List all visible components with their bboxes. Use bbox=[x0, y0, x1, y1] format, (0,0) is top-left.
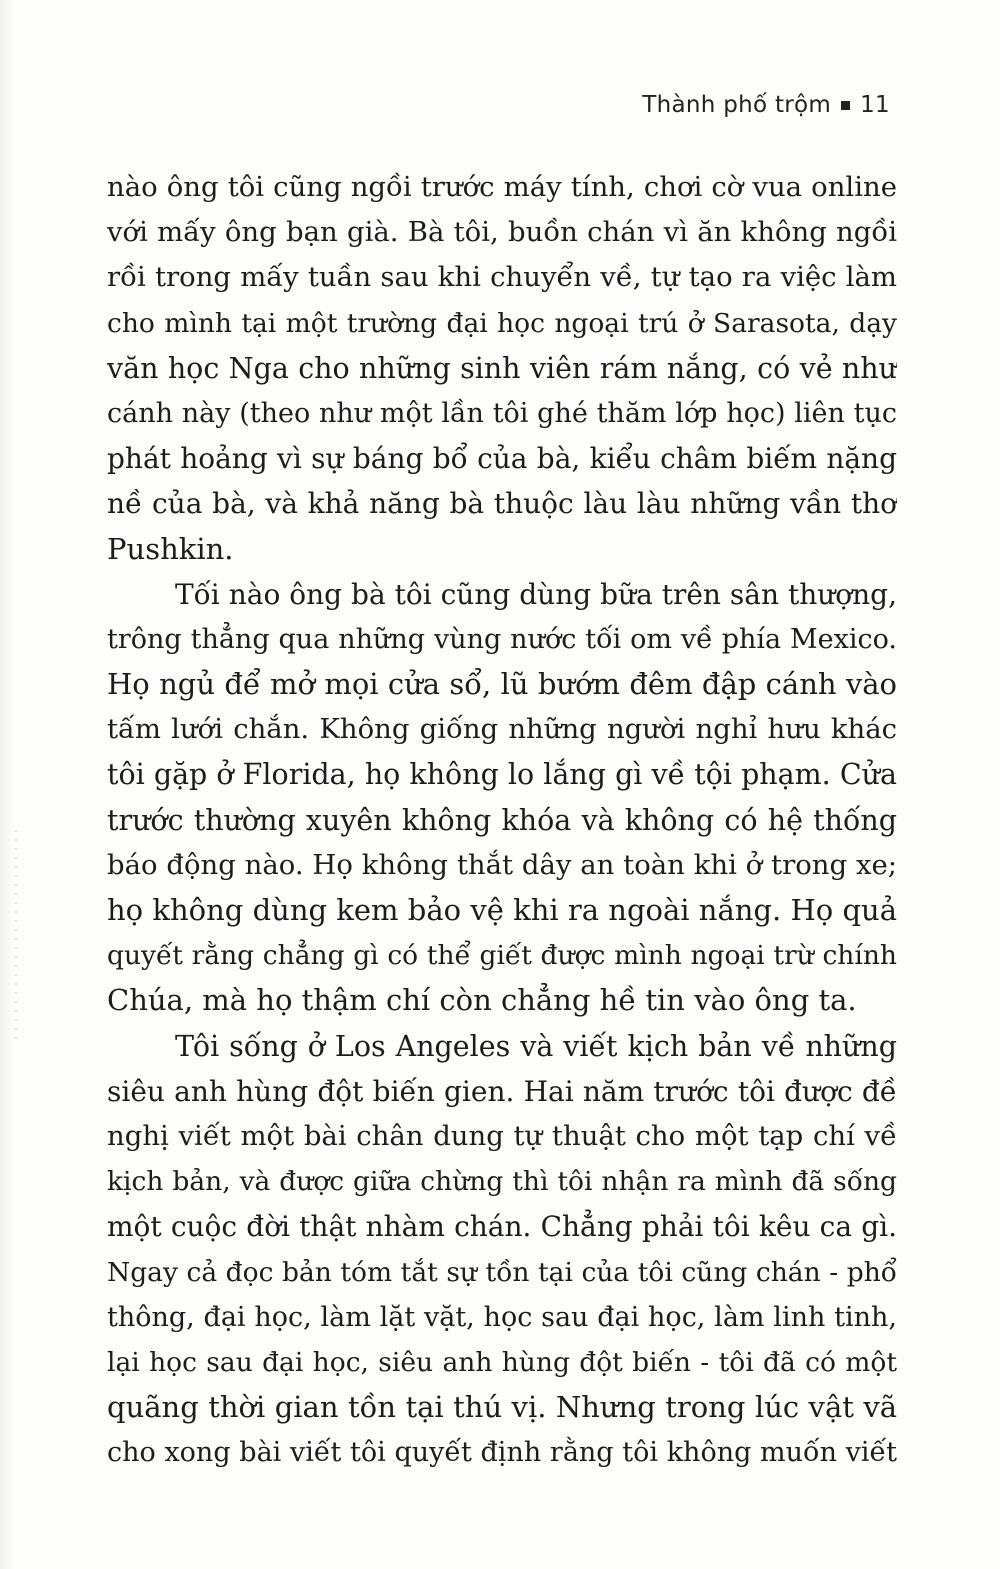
text-line: thông, đại học, làm lặt vặt, học sau đại học, làm linh tinh, bbox=[107, 1301, 897, 1333]
text-line: Pushkin. bbox=[107, 531, 234, 566]
paragraph-start-line: Tối nào ông bà tôi cũng dùng bữa trên sân thượng, bbox=[175, 577, 897, 611]
scan-shadow-edge bbox=[0, 0, 14, 1569]
text-line: báo động nào. Họ không thắt dây an toàn khi ở trong xe; bbox=[107, 848, 897, 881]
text-line: trước thường xuyên không khóa và không có hệ thống bbox=[107, 803, 897, 837]
text-line: tôi gặp ở Florida, họ không lo lắng gì về tội phạm. Cửa bbox=[107, 758, 897, 792]
text-line: một cuộc đời thật nhàm chán. Chẳng phải tôi kêu ca gì. bbox=[107, 1210, 897, 1244]
text-line: rồi trong mấy tuần sau khi chuyển về, tự tạo ra việc làm bbox=[107, 261, 897, 294]
text-line: cánh này (theo như một lần tôi ghé thăm lớp học) liên tục bbox=[107, 397, 897, 429]
text-line: Chúa, mà họ thậm chí còn chẳng hề tin vào ông ta. bbox=[107, 983, 857, 1018]
text-line: lại học sau đại học, siêu anh hùng đột biến - tôi đã có một bbox=[107, 1346, 897, 1378]
running-header bbox=[642, 92, 890, 118]
text-line: Ngay cả đọc bản tóm tắt sự tồn tại của tôi cũng chán - phổ bbox=[107, 1256, 897, 1288]
text-line: cho xong bài viết tôi quyết định rằng tôi không muốn viết bbox=[107, 1437, 897, 1469]
text-line: nghị viết một bài chân dung tự thuật cho một tạp chí về bbox=[107, 1119, 897, 1152]
text-line: nề của bà, và khả năng bà thuộc làu làu những vần thơ bbox=[107, 487, 897, 521]
page-number: 11 bbox=[860, 92, 890, 118]
paragraph-start-line: Tôi sống ở Los Angeles và viết kịch bản về những bbox=[175, 1029, 897, 1063]
text-line: Họ ngủ để mở mọi cửa sổ, lũ bướm đêm đập cánh vào bbox=[107, 667, 897, 702]
text-line: quãng thời gian tồn tại thú vị. Nhưng trong lúc vật vã bbox=[107, 1390, 897, 1425]
text-line: tấm lưới chắn. Không giống những người nghỉ hưu khác bbox=[107, 713, 897, 746]
text-line: nào ông tôi cũng ngồi trước máy tính, chơi cờ vua online bbox=[107, 171, 897, 203]
text-line: văn học Nga cho những sinh viên rám nắng, có vẻ như bbox=[107, 351, 897, 385]
square-bullet-icon bbox=[841, 101, 850, 110]
text-line: họ không dùng kem bảo vệ khi ra ngoài nắng. Họ quả bbox=[107, 893, 897, 927]
text-line: kịch bản, và được giữa chừng thì tôi nhận ra mình đã sống bbox=[107, 1166, 897, 1198]
scan-specks bbox=[14, 830, 18, 1040]
text-line: siêu anh hùng đột biến gien. Hai năm trước tôi được đề bbox=[107, 1074, 897, 1108]
text-line: với mấy ông bạn già. Bà tôi, buồn chán vì ăn không ngồi bbox=[107, 216, 897, 249]
text-line: trông thẳng qua những vùng nước tối om về phía Mexico. bbox=[107, 623, 897, 655]
text-line: phát hoảng vì sự báng bổ của bà, kiểu châm biếm nặng bbox=[107, 442, 897, 476]
text-line: cho mình tại một trường đại học ngoại trú ở Sarasota, dạy bbox=[107, 307, 897, 339]
body-text bbox=[107, 165, 897, 1475]
text-line: quyết rằng chẳng gì có thể giết được mình ngoại trừ chính bbox=[107, 940, 897, 972]
book-title: Thành phố trộm bbox=[642, 92, 832, 118]
